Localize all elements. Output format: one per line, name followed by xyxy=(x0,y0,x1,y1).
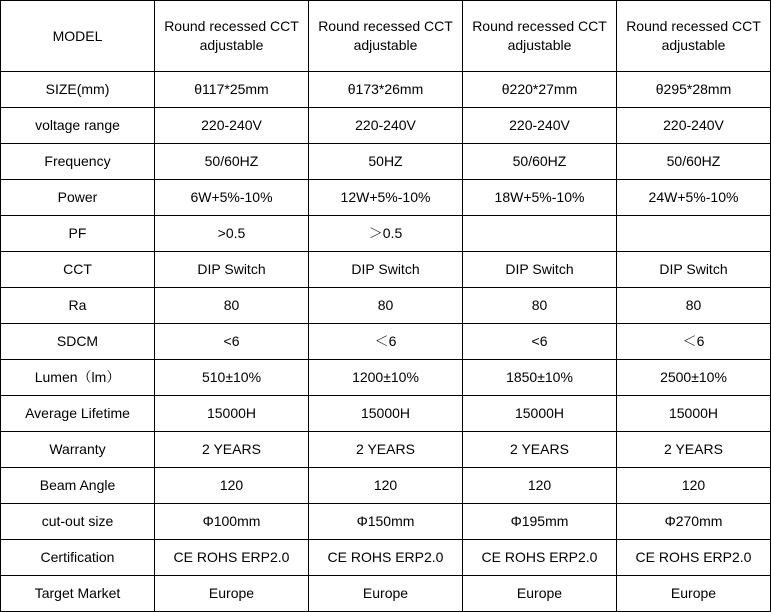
header-label-cell: MODEL xyxy=(1,1,155,72)
spec-label-cell: voltage range xyxy=(1,108,155,144)
spec-value-cell: CE ROHS ERP2.0 xyxy=(463,540,617,576)
spec-value-cell xyxy=(463,216,617,252)
spec-value-cell: Φ100mm xyxy=(155,504,309,540)
spec-label-cell: Lumen（lm） xyxy=(1,360,155,396)
spec-value-cell: >0.5 xyxy=(155,216,309,252)
spec-row xyxy=(1,252,771,288)
spec-value-cell: 120 xyxy=(463,468,617,504)
spec-label-cell: Frequency xyxy=(1,144,155,180)
spec-value-cell: 50/60HZ xyxy=(617,144,771,180)
spec-value-cell: ＜6 xyxy=(309,324,463,360)
spec-value-cell: Europe xyxy=(309,576,463,612)
spec-row xyxy=(1,540,771,576)
spec-value-cell: Europe xyxy=(463,576,617,612)
spec-value-cell: 120 xyxy=(309,468,463,504)
spec-row xyxy=(1,144,771,180)
spec-value-cell: 220-240V xyxy=(463,108,617,144)
model-name-cell: Round recessed CCT adjustable xyxy=(309,1,463,72)
spec-label-cell: Beam Angle xyxy=(1,468,155,504)
model-name-cell: Round recessed CCT adjustable xyxy=(617,1,771,72)
spec-value-cell: 80 xyxy=(617,288,771,324)
model-name-cell: Round recessed CCT adjustable xyxy=(155,1,309,72)
spec-value-cell: <6 xyxy=(463,324,617,360)
spec-label-cell: Warranty xyxy=(1,432,155,468)
spec-value-cell: 12W+5%-10% xyxy=(309,180,463,216)
spec-value-cell: 50/60HZ xyxy=(463,144,617,180)
spec-value-cell: 1850±10% xyxy=(463,360,617,396)
spec-value-cell: 2 YEARS xyxy=(309,432,463,468)
spec-value-cell: 50HZ xyxy=(309,144,463,180)
spec-row xyxy=(1,72,771,108)
spec-row xyxy=(1,360,771,396)
spec-value-cell: 220-240V xyxy=(155,108,309,144)
spec-value-cell: 2 YEARS xyxy=(617,432,771,468)
spec-row xyxy=(1,468,771,504)
spec-value-cell: <6 xyxy=(155,324,309,360)
spec-row xyxy=(1,396,771,432)
spec-value-cell: θ220*27mm xyxy=(463,72,617,108)
spec-value-cell: Φ150mm xyxy=(309,504,463,540)
spec-value-cell: Φ270mm xyxy=(617,504,771,540)
header-row xyxy=(1,1,771,72)
spec-value-cell: 220-240V xyxy=(617,108,771,144)
spec-value-cell: CE ROHS ERP2.0 xyxy=(617,540,771,576)
spec-value-cell: 80 xyxy=(463,288,617,324)
spec-row xyxy=(1,180,771,216)
spec-row xyxy=(1,432,771,468)
spec-value-cell: 6W+5%-10% xyxy=(155,180,309,216)
spec-value-cell: 50/60HZ xyxy=(155,144,309,180)
spec-value-cell: Europe xyxy=(155,576,309,612)
spec-row xyxy=(1,288,771,324)
spec-value-cell: 15000H xyxy=(617,396,771,432)
spec-label-cell: Average Lifetime xyxy=(1,396,155,432)
spec-value-cell: 120 xyxy=(155,468,309,504)
spec-value-cell: 2 YEARS xyxy=(155,432,309,468)
spec-value-cell: DIP Switch xyxy=(463,252,617,288)
spec-value-cell: θ295*28mm xyxy=(617,72,771,108)
spec-label-cell: PF xyxy=(1,216,155,252)
spec-label-cell: cut-out size xyxy=(1,504,155,540)
spec-label-cell: Target Market xyxy=(1,576,155,612)
spec-label-cell: SIZE(mm) xyxy=(1,72,155,108)
spec-label-cell: Power xyxy=(1,180,155,216)
spec-value-cell: Europe xyxy=(617,576,771,612)
spec-label-cell: SDCM xyxy=(1,324,155,360)
spec-row xyxy=(1,108,771,144)
spec-value-cell: 15000H xyxy=(309,396,463,432)
spec-value-cell: 15000H xyxy=(463,396,617,432)
spec-value-cell: ＞0.5 xyxy=(309,216,463,252)
spec-value-cell: Φ195mm xyxy=(463,504,617,540)
spec-row xyxy=(1,576,771,612)
spec-value-cell: 2500±10% xyxy=(617,360,771,396)
spec-label-cell: Certification xyxy=(1,540,155,576)
spec-value-cell: DIP Switch xyxy=(309,252,463,288)
spec-value-cell: θ117*25mm xyxy=(155,72,309,108)
spec-value-cell: 80 xyxy=(309,288,463,324)
spec-row xyxy=(1,504,771,540)
spec-label-cell: Ra xyxy=(1,288,155,324)
spec-value-cell: CE ROHS ERP2.0 xyxy=(155,540,309,576)
spec-value-cell: DIP Switch xyxy=(155,252,309,288)
spec-value-cell: 510±10% xyxy=(155,360,309,396)
spec-row xyxy=(1,216,771,252)
spec-value-cell: 220-240V xyxy=(309,108,463,144)
spec-label-cell: CCT xyxy=(1,252,155,288)
spec-row xyxy=(1,324,771,360)
spec-value-cell: 18W+5%-10% xyxy=(463,180,617,216)
spec-value-cell: 1200±10% xyxy=(309,360,463,396)
spec-value-cell: CE ROHS ERP2.0 xyxy=(309,540,463,576)
spec-value-cell: 24W+5%-10% xyxy=(617,180,771,216)
spec-value-cell: ＜6 xyxy=(617,324,771,360)
spec-value-cell: 120 xyxy=(617,468,771,504)
model-name-cell: Round recessed CCT adjustable xyxy=(463,1,617,72)
spec-value-cell: θ173*26mm xyxy=(309,72,463,108)
spec-value-cell xyxy=(617,216,771,252)
spec-value-cell: 2 YEARS xyxy=(463,432,617,468)
spec-value-cell: 80 xyxy=(155,288,309,324)
spec-value-cell: DIP Switch xyxy=(617,252,771,288)
spec-value-cell: 15000H xyxy=(155,396,309,432)
